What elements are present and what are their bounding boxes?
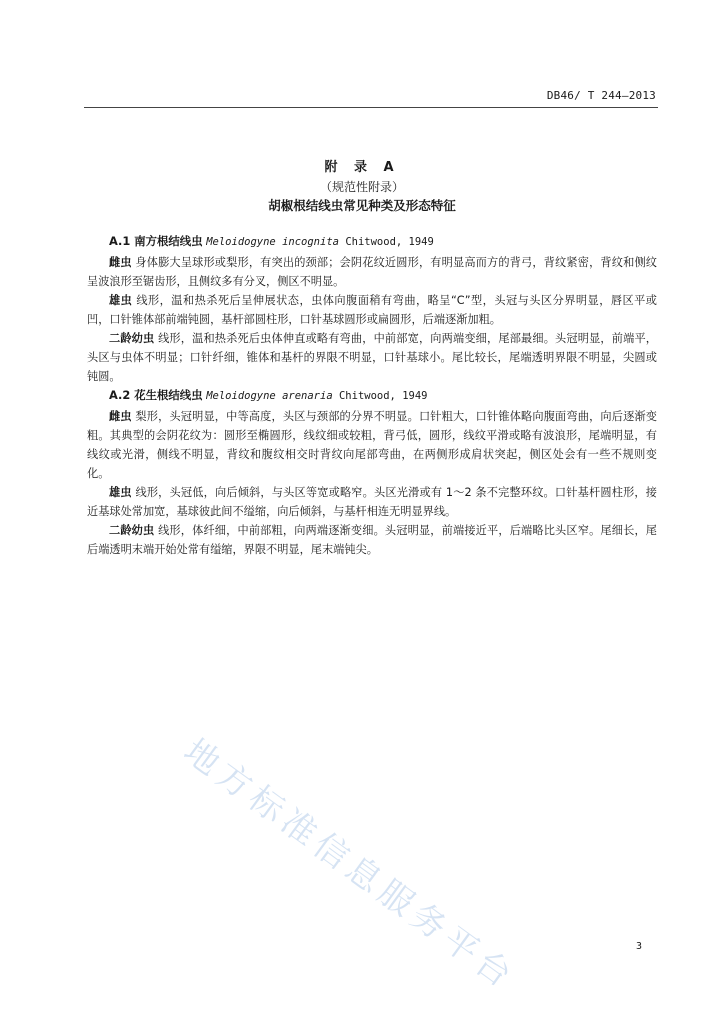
document-body xyxy=(87,232,657,559)
term-label: 雄虫 xyxy=(109,294,133,307)
appendix-title: 附 录 A xyxy=(324,160,400,175)
section-label: A.1 南方根结线虫 xyxy=(109,234,203,248)
appendix-title-block xyxy=(0,158,724,216)
section-heading xyxy=(87,386,657,406)
appendix-subject: 胡椒根结线虫常见种类及形态特征 xyxy=(268,198,456,213)
paragraph-male xyxy=(87,291,657,329)
section-label: A.2 花生根结线虫 xyxy=(109,388,203,402)
paragraph-female xyxy=(87,253,657,291)
species-authority: Chitwood, 1949 xyxy=(338,390,428,402)
scientific-name-block xyxy=(206,390,427,402)
appendix-type: （规范性附录） xyxy=(319,180,404,194)
header-rule xyxy=(84,107,658,108)
standard-code: DB46/ T 244—2013 xyxy=(546,89,656,102)
paragraph-text: 线形，头冠低，向后倾斜，与头区等宽或略窄。头区光滑或有 1～2 条不完整环纹。口针基杆圆柱形，接近基球处常加宽，基球彼此间不缢缩，向后倾斜，与基杆相连无明显界线。 xyxy=(87,486,657,518)
paragraph-male xyxy=(87,483,657,521)
scientific-name: Meloidogyne incognita xyxy=(206,236,339,248)
paragraph-text: 线形，温和热杀死后呈伸展状态，虫体向腹面稍有弯曲，略呈“C”型，头冠与头区分界明显，唇区平或凹，口针锥体部前端钝圆，基杆部圆柱形，口针基球圆形或扁圆形，后端逐渐加粗。 xyxy=(87,294,657,326)
term-label: 雄虫 xyxy=(109,486,132,499)
paragraph-juvenile xyxy=(87,521,657,559)
paragraph-female xyxy=(87,407,657,483)
term-label: 雌虫 xyxy=(109,256,132,269)
section-heading xyxy=(87,232,657,252)
term-label: 二龄幼虫 xyxy=(109,332,155,345)
term-label: 二龄幼虫 xyxy=(109,524,155,537)
term-label: 雌虫 xyxy=(109,410,132,423)
species-authority: Chitwood, 1949 xyxy=(345,236,434,248)
paragraph-text: 线形，温和热杀死后虫体伸直或略有弯曲，中前部宽，向两端变细，尾部最细。头冠明显，前端平，头区与虫体不明显；口针纤细，锥体和基杆的界限不明显，口针基球小。尾比较长，尾端透明界限不明显，尖圆或钝圆。 xyxy=(87,332,657,383)
page-number: 3 xyxy=(635,941,642,952)
paragraph-text: 身体膨大呈球形或梨形，有突出的颈部；会阴花纹近圆形，有明显高而方的背弓，背纹紧密，背纹和侧纹呈波浪形至锯齿形，且侧纹多有分叉，侧区不明显。 xyxy=(87,256,657,288)
paragraph-juvenile xyxy=(87,329,657,386)
scientific-name-block xyxy=(206,236,434,248)
watermark: 地方标准信息服务平台 xyxy=(176,731,524,999)
paragraph-text: 线形，体纤细，中前部粗，向两端逐渐变细。头冠明显，前端接近平，后端略比头区窄。尾细长，尾后端透明末端开始处常有缢缩，界限不明显，尾末端钝尖。 xyxy=(87,524,657,556)
paragraph-text: 梨形，头冠明显，中等高度，头区与颈部的分界不明显。口针粗大，口针锥体略向腹面弯曲，向后逐渐变粗。其典型的会阴花纹为：圆形至椭圆形，线纹细或较粗，背弓低，圆形，线纹平滑或略有波浪形，尾端明显，有线纹或光滑，侧线不明显，背纹和腹纹相交时背纹向尾部弯曲，在两侧形成肩状突起，侧区处会有一些不规则变化。 xyxy=(87,410,657,480)
scientific-name: Meloidogyne arenaria xyxy=(206,390,333,402)
